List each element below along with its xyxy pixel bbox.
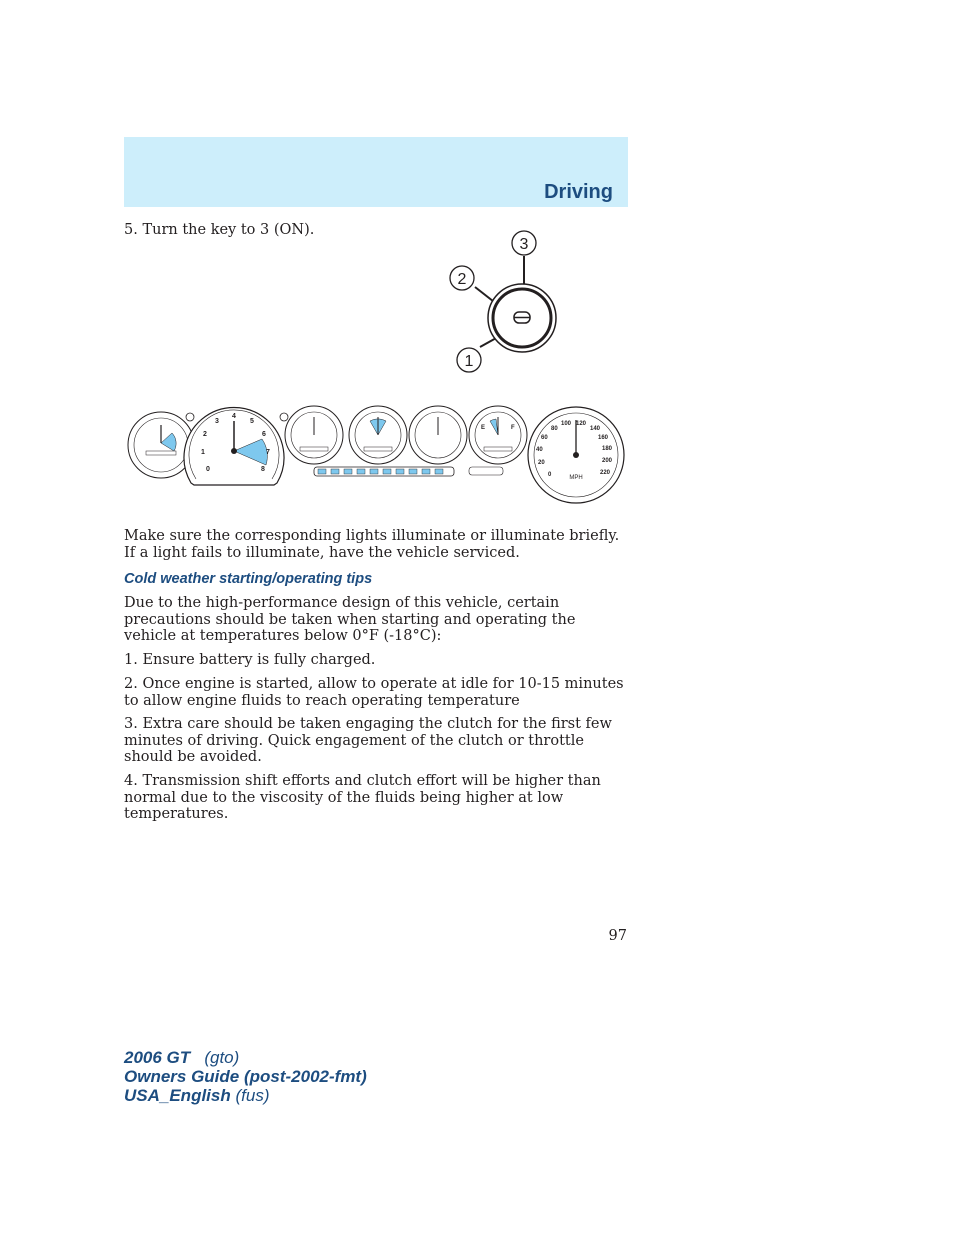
tip-4: 4. Transmission shift efforts and clutch effort will be higher than normal due to the viscosity of the fluids being higher at low temperatures. [124, 773, 601, 822]
speed-number-60: 60 [541, 435, 548, 441]
footer-model: 2006 GT [124, 1048, 191, 1067]
speed-number-160: 160 [598, 435, 609, 441]
speed-number-20: 20 [538, 460, 545, 466]
speed-number-140: 140 [590, 426, 601, 432]
instrument-cluster-diagram [124, 403, 628, 506]
footer-line-1 [124, 1048, 367, 1067]
fuel-full-mark: F [511, 425, 515, 431]
speed-number-220: 220 [600, 470, 611, 476]
footer-guide: Owners Guide (post-2002-fmt) [124, 1067, 367, 1086]
tach-number-1: 1 [201, 449, 205, 456]
fuel-empty-mark: E [481, 425, 486, 431]
speed-number-200: 200 [602, 458, 613, 464]
page-number: 97 [608, 928, 627, 944]
lights-paragraph: Make sure the corresponding lights illuminate or illuminate briefly. If a light fails to illuminate, have the vehicle serviced. [124, 528, 620, 561]
speed-number-80: 80 [551, 426, 558, 432]
tach-number-5: 5 [250, 418, 254, 425]
tip-3: 3. Extra care should be taken engaging the clutch for the first few minutes of driving. Quick engagement of the clutch or throttle should be avoided. [124, 716, 612, 765]
section-title: Driving [544, 181, 613, 203]
tip-2: 2. Once engine is started, allow to operate at idle for 10-15 minutes to allow engine fluids to reach operating temperature [124, 676, 624, 709]
footer-model-code: (gto) [204, 1048, 240, 1067]
step-5-text: 5. Turn the key to 3 (ON). [124, 222, 315, 238]
speed-unit-label: MPH [569, 475, 583, 481]
tach-number-4: 4 [232, 413, 236, 420]
tach-number-8: 8 [261, 466, 265, 473]
speed-number-100: 100 [561, 421, 572, 427]
ignition-diagram [440, 226, 570, 376]
speed-number-40: 40 [536, 447, 543, 453]
tip-1: 1. Ensure battery is fully charged. [124, 652, 376, 668]
tach-number-3: 3 [215, 418, 219, 425]
position-2-label: 2 [457, 271, 467, 288]
footer-locale: USA_English [124, 1086, 231, 1105]
speed-number-180: 180 [602, 446, 613, 452]
position-3-label: 3 [519, 236, 529, 253]
tach-number-6: 6 [262, 431, 266, 438]
position-1-label: 1 [464, 353, 474, 370]
tach-number-0: 0 [206, 466, 210, 473]
speed-number-120: 120 [576, 421, 587, 427]
gear-icon [186, 413, 194, 421]
footer-locale-code: (fus) [235, 1086, 270, 1105]
gear-icon [280, 413, 288, 421]
cold-weather-subheading: Cold weather starting/operating tips [124, 571, 373, 587]
footer-line-2 [124, 1067, 367, 1086]
speed-number-0: 0 [548, 472, 552, 478]
tach-number-7: 7 [266, 449, 270, 456]
cold-weather-intro: Due to the high-performance design of this vehicle, certain precautions should be taken when starting and operating the vehicle at temperatures below 0°F (-18°C): [124, 595, 576, 644]
tach-number-2: 2 [203, 431, 207, 438]
footer-line-3 [124, 1086, 367, 1105]
document-footer [124, 1048, 367, 1105]
header-band [124, 137, 628, 207]
